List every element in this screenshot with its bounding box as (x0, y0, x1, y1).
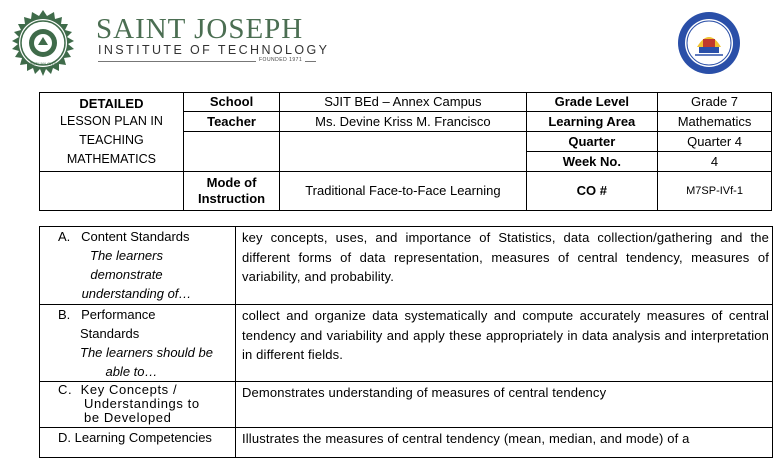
mode-label-line-1: Mode of (206, 175, 257, 190)
school-label: School (183, 93, 279, 112)
table-row (40, 227, 773, 305)
content-standards-text: key concepts, uses, and importance of Statistics, data collection/gathering and the different forms of data representation, measures of central tendency, measures of variability, and probability. (236, 227, 773, 305)
school-name: SAINT JOSEPH (96, 13, 304, 45)
empty-cell (40, 172, 184, 211)
empty-cell (280, 132, 526, 172)
grade-level-value: Grade 7 (658, 93, 772, 112)
teacher-label: Teacher (183, 112, 279, 132)
table-row (40, 305, 773, 382)
row-subtext: able to… (105, 364, 158, 379)
teacher-value: Ms. Devine Kriss M. Francisco (280, 112, 526, 132)
performance-standards-text: collect and organize data systematically and compute accurately measures of central tendency and variability and apply these appropriately in data analysis and interpretation in different fields. (236, 305, 773, 382)
mode-of-instruction-label (183, 172, 279, 211)
row-heading: A. Content Standards (58, 229, 190, 244)
row-heading: D. Learning Competencies (58, 430, 212, 445)
learning-competencies-text: Illustrates the measures of central tendency (mean, median, and mode) of a (236, 428, 773, 458)
co-value: M7SP-IVf-1 (658, 172, 772, 211)
title-line-2: LESSON PLAN IN (60, 113, 163, 128)
row-subtext: The learners should be (80, 345, 213, 360)
row-heading-2: Understandings to (84, 396, 200, 411)
key-concepts-text: Demonstrates understanding of measures of central tendency (236, 382, 773, 428)
founded-text: FOUNDED 1971 (256, 57, 305, 63)
row-heading-2: Standards (80, 326, 140, 341)
title-line-4: MATHEMATICS (66, 151, 157, 166)
school-seal-left (10, 10, 76, 76)
quarter-label: Quarter (526, 132, 657, 152)
content-standards-label (40, 227, 236, 305)
mode-label-line-2: Instruction (197, 191, 266, 206)
title-line-3: TEACHING (79, 132, 144, 147)
key-concepts-label (40, 382, 236, 428)
row-subtext: demonstrate (90, 267, 163, 282)
lesson-standards-table (39, 226, 773, 458)
table-row (40, 382, 773, 428)
row-heading: B. Performance (58, 307, 156, 322)
school-seal-right (677, 11, 741, 75)
lesson-plan-title (40, 93, 184, 172)
learning-area-value: Mathematics (658, 112, 772, 132)
co-label: CO # (526, 172, 657, 211)
school-value: SJIT BEd – Annex Campus (280, 93, 526, 112)
row-heading-3: be Developed (84, 410, 172, 425)
seal-city-text: BUTUAN CITY (29, 61, 57, 66)
row-subtext: understanding of… (81, 286, 192, 301)
grade-level-label: Grade Level (526, 93, 657, 112)
title-line-1: DETAILED (79, 95, 144, 111)
row-subtext: The learners (90, 248, 163, 263)
table-row (40, 428, 773, 458)
week-value: 4 (658, 152, 772, 172)
performance-standards-label (40, 305, 236, 382)
learning-competencies-label (40, 428, 236, 458)
row-heading: C. Key Concepts / (58, 382, 178, 397)
week-label: Week No. (526, 152, 657, 172)
quarter-value: Quarter 4 (658, 132, 772, 152)
lesson-info-table (39, 92, 772, 211)
school-subtitle: INSTITUTE OF TECHNOLOGY (98, 43, 330, 57)
empty-cell (183, 132, 279, 172)
mode-of-instruction-value: Traditional Face-to-Face Learning (280, 172, 526, 211)
learning-area-label: Learning Area (526, 112, 657, 132)
